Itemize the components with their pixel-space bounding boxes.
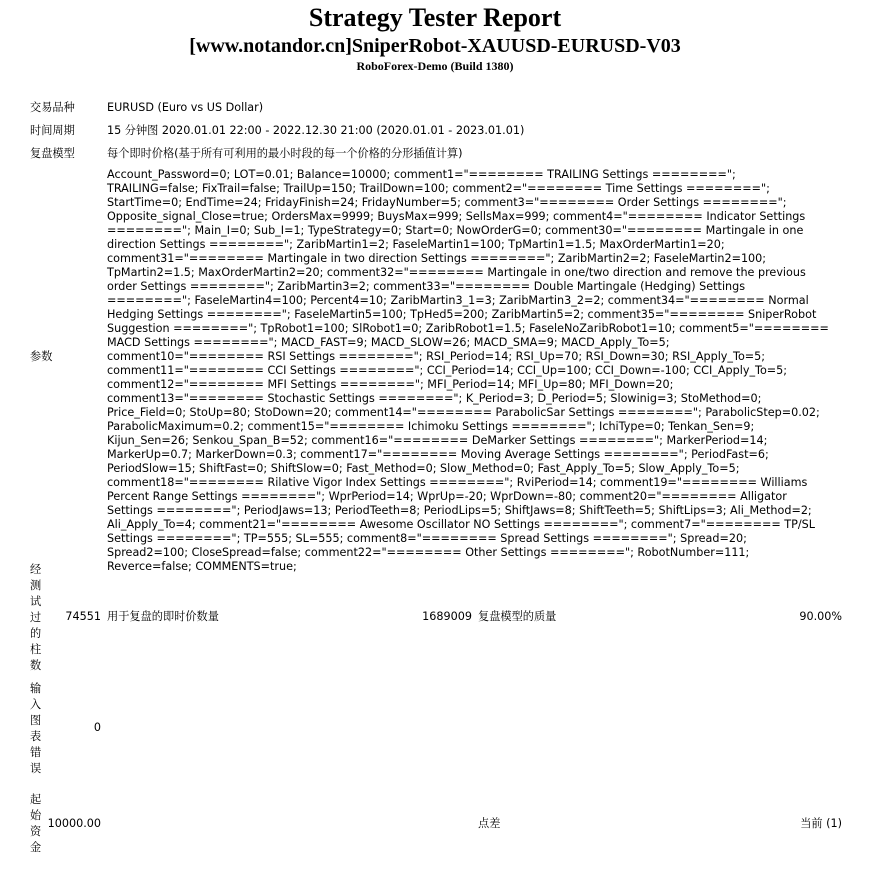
period-value: 15 分钟图 2020.01.01 22:00 - 2022.12.30 21:00 (2020.01.01 - 2023.01.01) [107, 124, 525, 137]
symbol-value: EURUSD (Euro vs US Dollar) [107, 101, 264, 114]
report-server: RoboForex-Demo (Build 1380) [356, 59, 514, 73]
spread-value: 当前 (1) [800, 817, 842, 830]
bars-value: 74551 [65, 610, 101, 623]
report-title: Strategy Tester Report [308, 3, 562, 32]
symbol-label: 交易品种 [30, 101, 75, 114]
deposit-label: 起始资金 [30, 793, 42, 854]
quality-value: 90.00% [799, 610, 842, 623]
ticks-value: 1689009 [422, 610, 472, 623]
bars-label: 经测试过的柱数 [30, 563, 42, 672]
errors-label: 输入图表错误 [30, 682, 42, 775]
params-value: Account_Password=0; LOT=0.01; Balance=10000; comment1="======== TRAILING Settings ========"; TRAILING=false; FixTrail=false; TrailUp=150; TrailDown=100; comment2="======== Time Settings ========"; StartTime=0; EndTime=24; FridayFinish=24; FridayNumber=5; comment3="======== Order Settings ========"; Opposite_signal_Close=true; OrdersMax=9999; BuysMax=999; SellsMax=999; comment4="======== Indicator Settings ========"; Main_I=0; Sub_I=1; TypeStrategy=0; Start=0; NowOrderG=0; comment30="======== Martingale in one direction Settings ========"; ZaribMartin1=2; FaseleMartin1=100; TpMartin1=1.5; MaxOrderMartin1=20; comment31="======== Martingale in two direction Settings ========"; ZaribMartin2=2; FaseleMartin2=100; TpMartin2=1.5; MaxOrderMartin2=20; comment32="======== Martingale in one/two direction and remove the previous order Settings ========"; ZaribMartin3=2; comment33="======== Double Martingale (Hedging) Settings ========"; FaseleMartin4=100; Percent4=10; ZaribMartin3_1=3; ZaribMartin3_2=2; comment34="======== Normal Hedging Settings ========"; FaseleMartin5=100; TpHed5=200; ZaribMartin5=2; comment35="======== SniperRobot Suggestion ========"; TpRobot1=100; SlRobot1=0; ZaribRobot1=1.5; FaseleNoZaribRobot1=10; comment5="======== MACD Settings ========"; MACD_FAST=9; MACD_SLOW=26; MACD_SMA=9; MACD_Apply_To=5; comment10="======== RSI Settings ========"; RSI_Period=14; RSI_Up=70; RSI_Down=30; RSI_Apply_To=5; comment11="======== CCI Settings ========"; CCI_Period=14; CCI_Up=100; CCI_Down=-100; CCI_Apply_To=5; comment12="======== MFI Settings ========"; MFI_Period=14; MFI_Up=80; MFI_Down=20; comment13="======== Stochastic Settings ========"; K_Period=3; D_Period=5; Slowinig=3; StoMethod=0; Price_Field=0; StoUp=80; StoDown=20; comment14="======== ParabolicSar Settings ========"; ParabolicStep=0.02; ParabolicMaximum=0.2; comment15="======== Ichimoku Settings ========"; IchiType=0; Tenkan_Sen=9; Kijun_Sen=26; Senkou_Span_B=52; comment16="======== DeMarker Settings ========"; MarkerPeriod=14; MarkerUp=0.7; MarkerDown=0.3; comment17="======== Moving Average Settings ========"; PeriodFast=6; PeriodSlow=15; ShiftFast=0; ShiftSlow=0; Fast_Method=0; Slow_Method=0; Fast_Apply_To=5; Slow_Apply_To=5; comment18="======== Rilative Vigor Index Settings ========"; RviPeriod=14; comment19="======== Williams Percent Range Settings ========"; WprPeriod=14; WprUp=-20; WprDown=-80; comment20="======== Alligator Settings ========"; PeriodJaws=13; PeriodTeeth=8; PeriodLips=5; ShiftJaws=8; ShiftTeeth=5; ShiftLips=3; Ali_Method=2; Ali_Apply_To=4; comment21="======== Awesome Oscillator NO Settings ========"; comment7="======== TP/SL Settings ========"; TP=555; SL=555; comment8="======== Spread Settings ========"; Spread=20; Spread2=100; CloseSpread=false; comment22="======== Other Settings ========"; RobotNumber=111; Reverce=false; COMMENTS=true; [107, 168, 829, 573]
ticks-label: 用于复盘的即时价数量 [107, 610, 219, 623]
report-subtitle: [www.notandor.cn]SniperRobot-XAUUSD-EURUSD-V03 [189, 35, 681, 57]
deposit-value: 10000.00 [47, 817, 101, 830]
errors-value: 0 [93, 721, 101, 734]
quality-label: 复盘模型的质量 [478, 610, 557, 623]
model-value: 每个即时价格(基于所有可利用的最小时段的每一个价格的分形插值计算) [107, 147, 463, 160]
params-label: 参数 [30, 350, 53, 363]
model-label: 复盘模型 [30, 147, 75, 160]
spread-label: 点差 [478, 817, 501, 830]
period-label: 时间周期 [30, 124, 75, 137]
